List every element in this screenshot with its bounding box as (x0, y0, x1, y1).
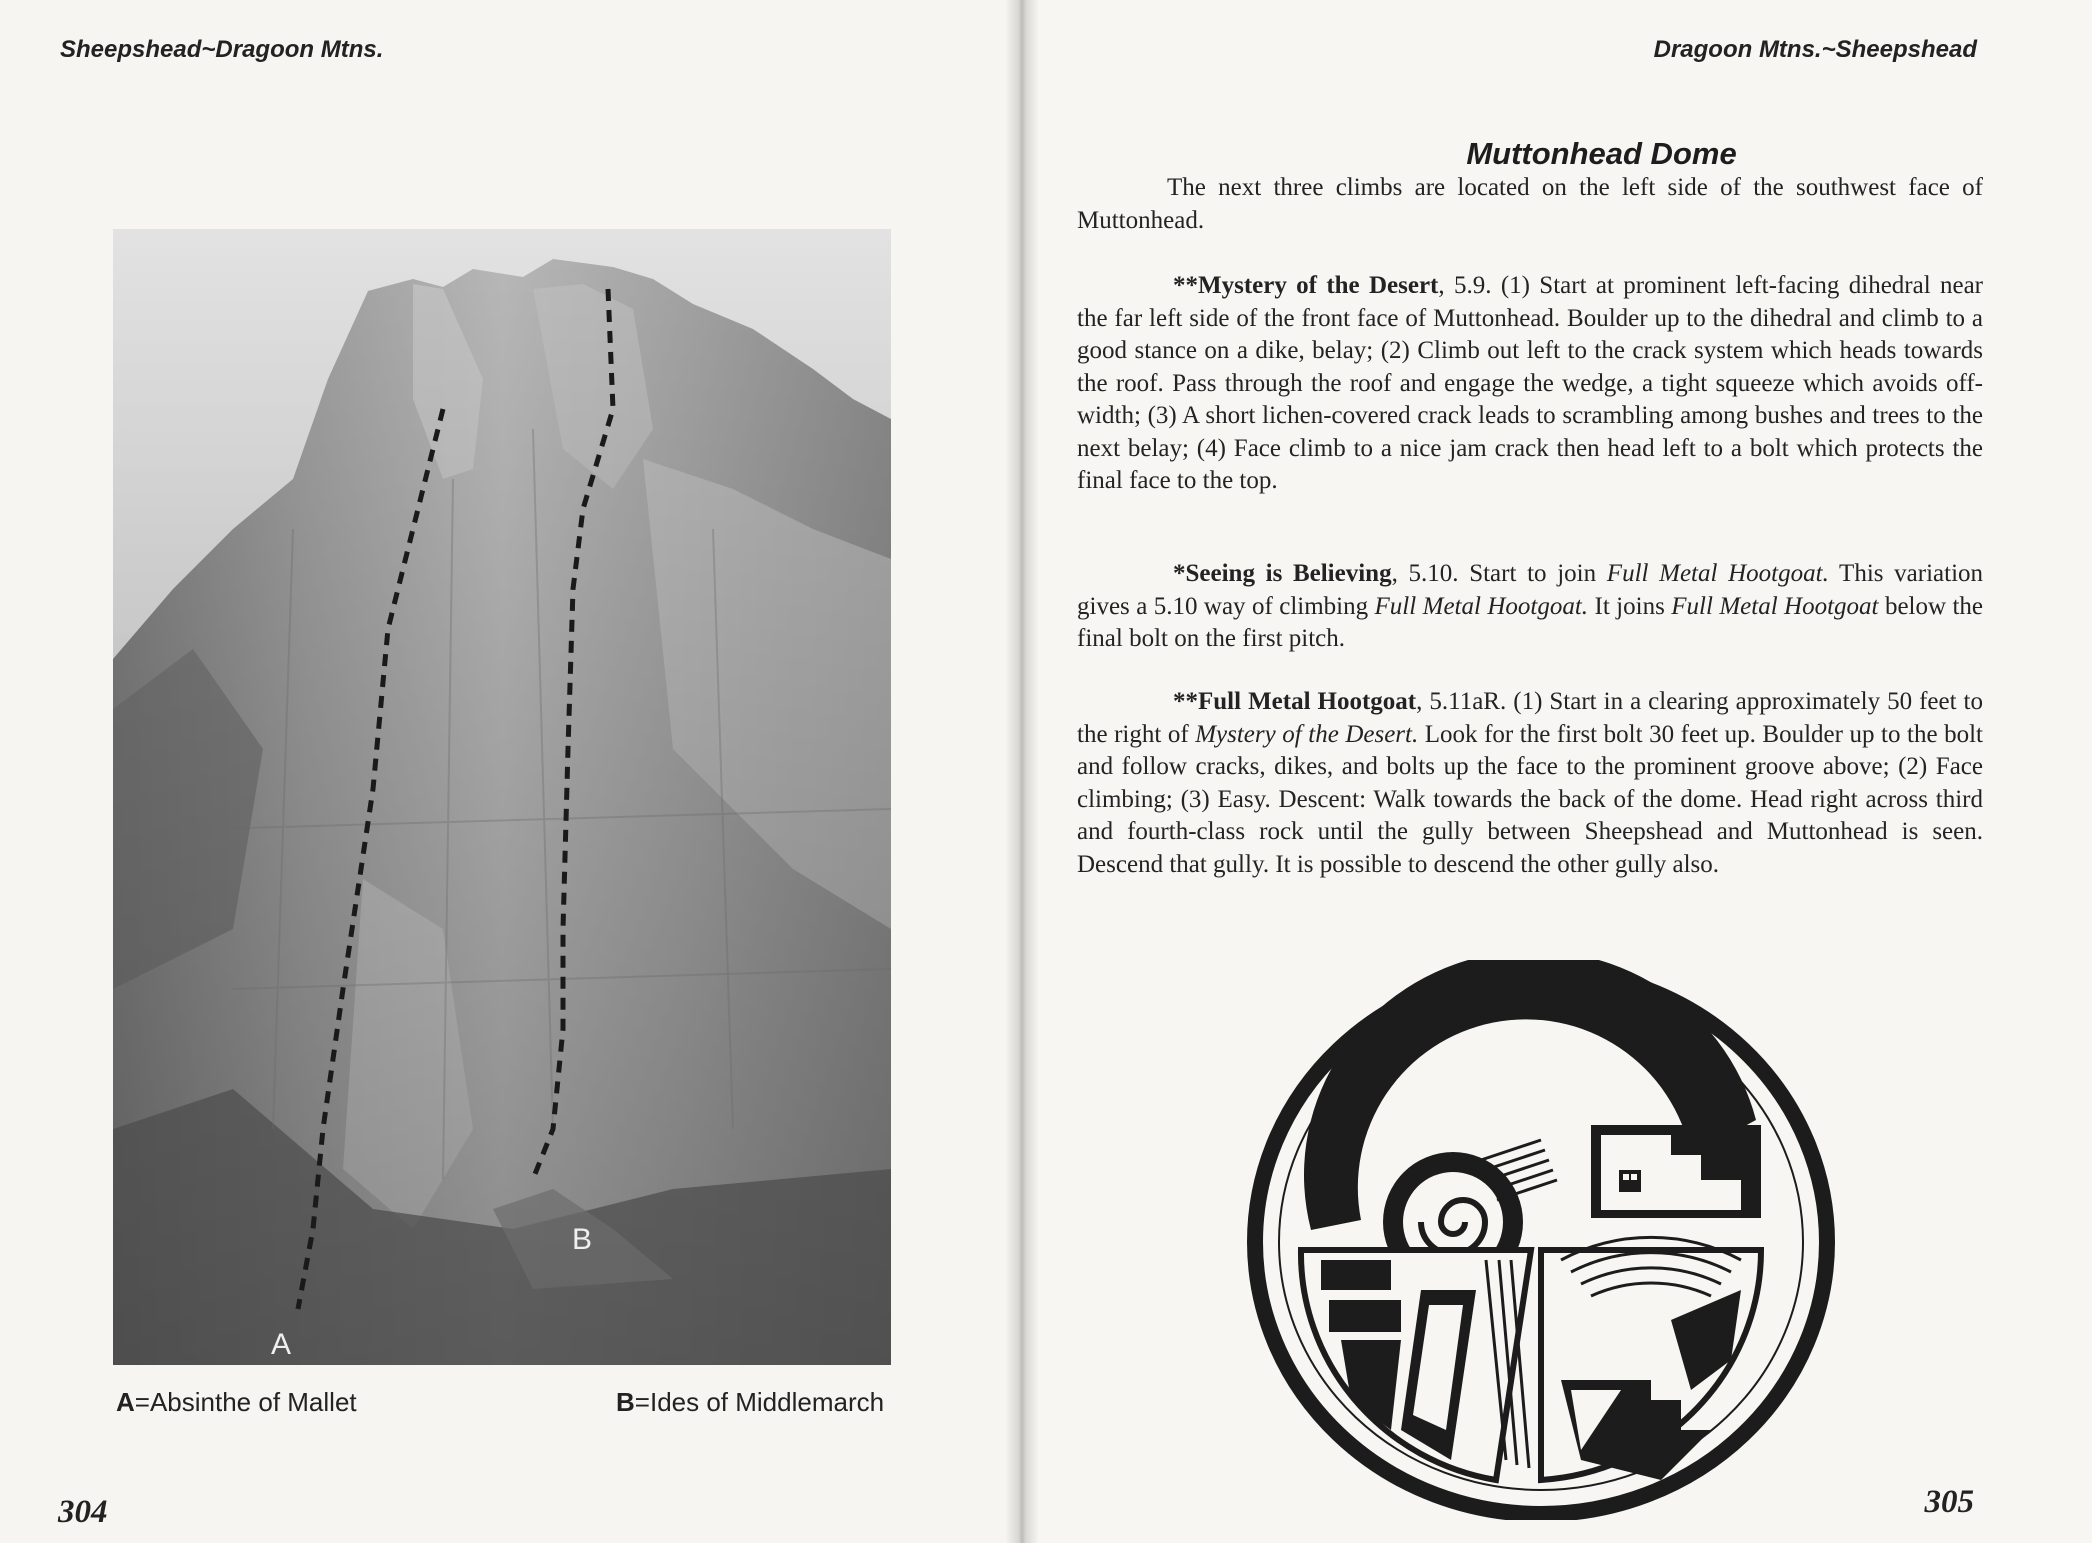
route-text-hootgoat-1: (1) Start in a clearing approximately 50 feet to the right of (1077, 688, 1983, 748)
caption-text-a: =Absinthe of Mallet (134, 1387, 357, 1417)
intro-paragraph (1077, 172, 1983, 237)
route-text-seeing-3: It joins (1588, 592, 1672, 620)
route-ref-seeing-1: Full Metal Hootgoat. (1606, 560, 1829, 587)
pottery-design-image (1241, 960, 1841, 1520)
rock-face-photo-image (113, 229, 891, 1365)
route-text-mystery: (1) Start at prominent left-facing dihedral near the far left side of the front face of Muttonhead. Boulder up to the dihedral and climb to a good stance on a dike, belay; (2) Climb out left to the crack system which heads towards the roof. Pass through the roof and engage the wedge, a tight squeeze which avoids off-width; (3) A short lichen-covered crack leads to scrambling among bushes and trees to the next belay; (4) Face climb to a nice jam crack then head left to a bolt which protects the final face to the top. (1077, 272, 1984, 494)
route-entry-seeing (1077, 558, 1983, 656)
route-text-seeing-1: Start to join (1458, 560, 1607, 587)
route-name-hootgoat: **Full Metal Hootgoat (1173, 688, 1417, 715)
running-head-right: Dragoon Mtns.~Sheepshead (1653, 36, 1977, 63)
page-number-left: 304 (58, 1494, 108, 1530)
route-text-hootgoat-2: Look for the first bolt 30 feet up. Boulder up to the bolt and follow cracks, dikes, and bolts up the face to the prominent groove above; (2) Face climbing; (3) Easy. Descent: Walk towards the back of the dome. Head right across third and fourth-class rock until the gully between Sheepshead and Muttonhead is seen. Descend that gully. It is possible to descend the other gully also. (1077, 720, 1983, 878)
photo-label-b: B (572, 1223, 593, 1256)
route-entry-hootgoat (1077, 686, 1983, 881)
route-ref-seeing-2: Full Metal Hootgoat. (1374, 592, 1589, 620)
route-name-seeing: *Seeing is Believing (1173, 560, 1392, 587)
right-page (1021, 0, 2092, 1543)
page-number-right: 305 (1924, 1484, 1974, 1520)
intro-text: The next three climbs are located on the left side of the southwest face of Muttonhead. (1077, 174, 1983, 234)
route-name-mystery: **Mystery of the Desert (1173, 272, 1439, 299)
route-entry-mystery (1077, 270, 1983, 498)
route-grade-hootgoat: , 5.11aR. (1416, 688, 1507, 715)
route-grade-mystery: , 5.9. (1438, 272, 1492, 299)
route-text-seeing-2: This variation gives a 5.10 way of climbing (1077, 560, 1984, 620)
left-page (0, 0, 1021, 1543)
caption-route-a (116, 1387, 357, 1418)
caption-text-b: =Ides of Middlemarch (634, 1387, 885, 1417)
decorative-pottery-plate (1241, 960, 1841, 1520)
book-gutter (1005, 0, 1039, 1543)
caption-key-b: B (616, 1387, 635, 1417)
photo-label-a: A (271, 1328, 292, 1361)
caption-key-a: A (116, 1387, 135, 1417)
route-text-seeing-4: below the final bolt on the first pitch. (1077, 592, 1984, 652)
route-ref-seeing-3: Full Metal Hootgoat (1671, 592, 1879, 620)
route-ref-hootgoat-1: Mystery of the Desert. (1195, 720, 1419, 748)
route-grade-seeing: , 5.10. (1391, 560, 1459, 587)
section-title: Muttonhead Dome (1466, 136, 1737, 171)
rock-face-photo (113, 229, 891, 1365)
caption-route-b (616, 1387, 884, 1418)
running-head-left: Sheepshead~Dragoon Mtns. (60, 36, 384, 63)
